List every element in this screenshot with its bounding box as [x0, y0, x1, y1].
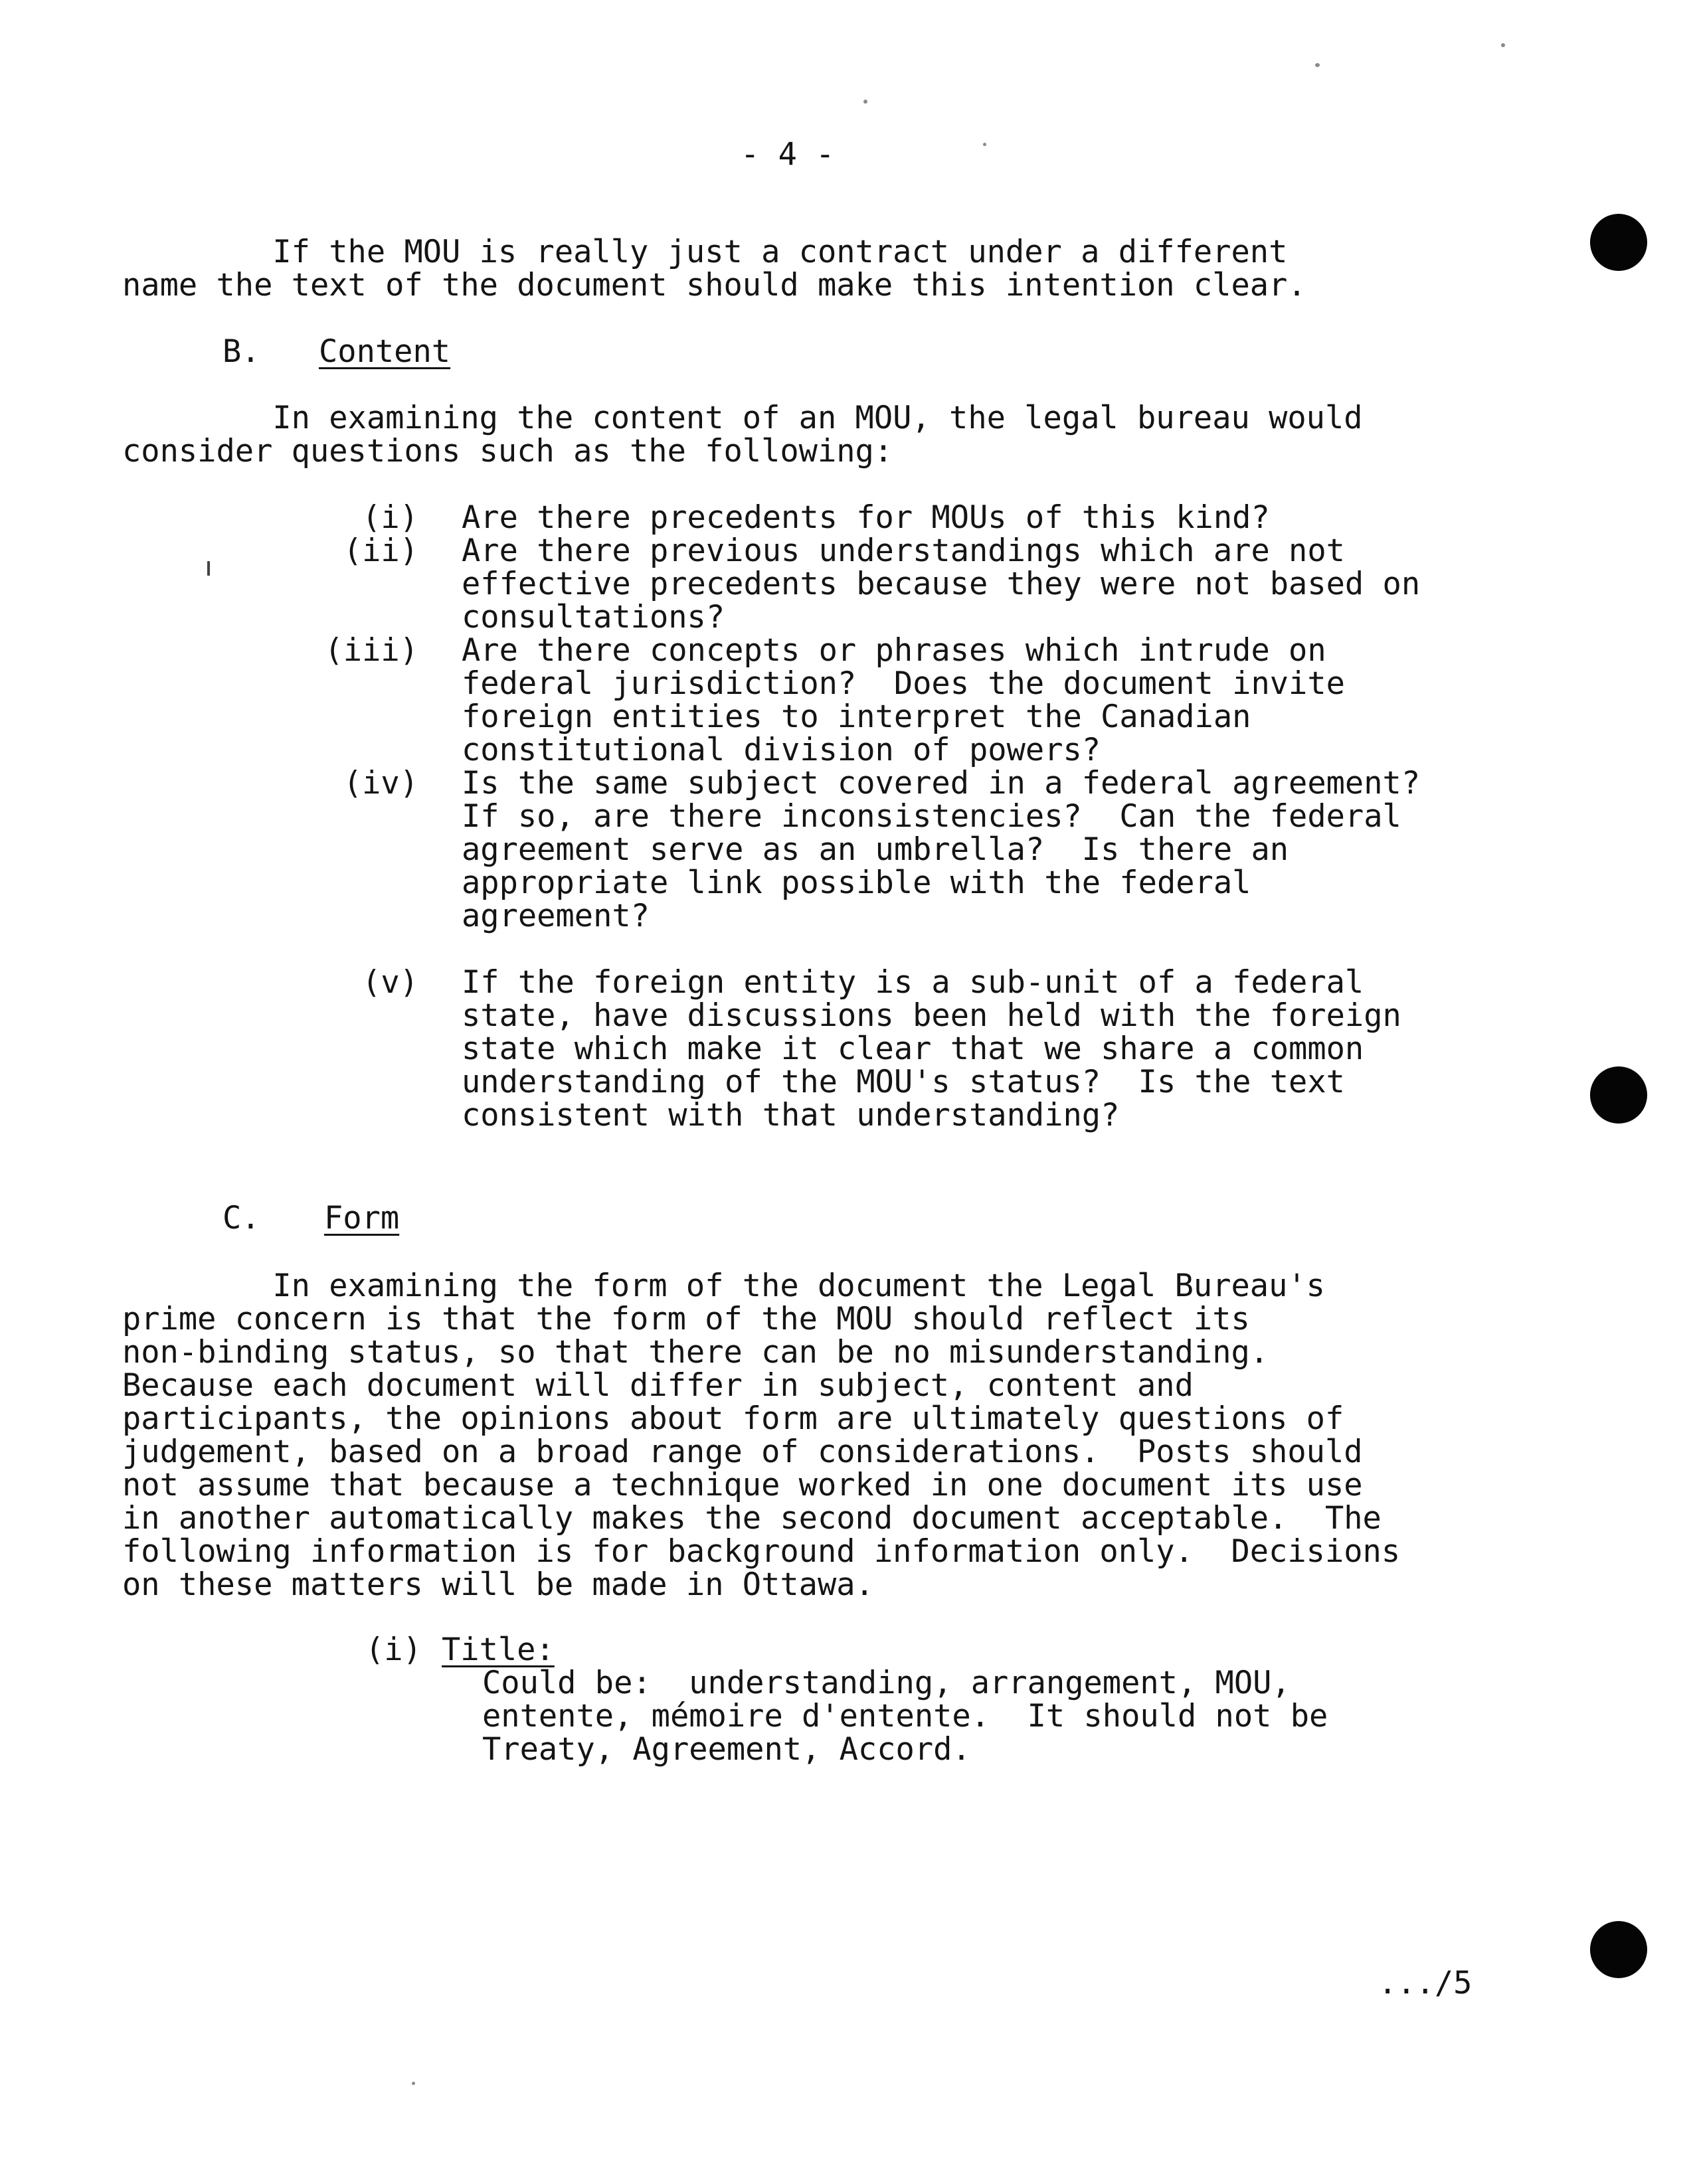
question-line: state which make it clear that we share a common	[462, 1031, 1364, 1067]
section-b-heading: Content	[319, 333, 451, 370]
scan-speck	[1315, 63, 1320, 67]
punch-hole-top	[1590, 214, 1647, 271]
question-text	[462, 535, 1420, 634]
punch-hole-middle	[1590, 1066, 1647, 1124]
question-line: understanding of the MOU's status? Is the text	[462, 1064, 1345, 1100]
section-c-letter: C.	[223, 1200, 260, 1236]
question-line: If the foreign entity is a sub-unit of a federal	[462, 964, 1364, 1001]
question-text	[462, 966, 1401, 1132]
question-line: constitutional division of powers?	[462, 732, 1101, 768]
title-item-line: Treaty, Agreement, Accord.	[482, 1731, 971, 1768]
question-line: Are there previous understandings which are not	[462, 533, 1345, 569]
question-number: (v)	[362, 964, 418, 1001]
section-b-letter: B.	[223, 333, 260, 370]
paragraph-line: on these matters will be made in Ottawa.	[122, 1566, 874, 1603]
paragraph-line: not assume that because a technique worked in one document its use	[122, 1467, 1363, 1503]
title-item-text	[482, 1667, 1328, 1766]
question-number: (ii)	[343, 533, 418, 569]
question-text	[462, 501, 1270, 535]
scan-speck	[983, 143, 986, 146]
section-b-paragraph	[122, 402, 1363, 468]
title-item-label: Title:	[442, 1632, 555, 1668]
paragraph-line: consider questions such as the following:	[122, 433, 893, 469]
question-line: agreement?	[462, 898, 650, 934]
scan-speck	[412, 2082, 415, 2085]
question-line: federal jurisdiction? Does the document invite	[462, 665, 1345, 702]
question-number: (i)	[362, 499, 418, 536]
question-number: (iii)	[324, 632, 418, 669]
paragraph-line: In examining the content of an MOU, the legal bureau would	[122, 400, 1363, 436]
paragraph-line: prime concern is that the form of the MOU should reflect its	[122, 1301, 1250, 1337]
paragraph-line: in another automatically makes the second document acceptable. The	[122, 1500, 1382, 1537]
paragraph-line: participants, the opinions about form are ultimately questions of	[122, 1400, 1344, 1437]
question-line: foreign entities to interpret the Canadian	[462, 699, 1251, 735]
question-line: appropriate link possible with the federal	[462, 865, 1251, 901]
intro-paragraph	[122, 236, 1306, 302]
title-item-number: (i)	[365, 1632, 422, 1668]
scan-speck	[207, 561, 210, 576]
paragraph-line: judgement, based on a broad range of considerations. Posts should	[122, 1434, 1363, 1470]
scan-speck	[863, 100, 867, 104]
question-line: effective precedents because they were not based on	[462, 566, 1421, 602]
section-c-heading: Form	[324, 1200, 400, 1236]
question-line: Are there precedents for MOUs of this kind?	[462, 499, 1270, 536]
paragraph-line: following information is for background information only. Decisions	[122, 1533, 1401, 1570]
question-number: (iv)	[343, 765, 418, 801]
title-item-line: Could be: understanding, arrangement, MOU,	[482, 1665, 1291, 1701]
question-text	[462, 767, 1420, 933]
question-line: consistent with that understanding?	[462, 1097, 1120, 1134]
continuation-marker: .../5	[1378, 1965, 1473, 2001]
title-item-line: entente, mémoire d'entente. It should not be	[482, 1698, 1328, 1734]
question-line: Is the same subject covered in a federal agreement?	[462, 765, 1421, 801]
question-line: consultations?	[462, 599, 725, 635]
paragraph-line: In examining the form of the document the Legal Bureau's	[122, 1268, 1325, 1304]
punch-hole-bottom	[1590, 1921, 1647, 1978]
page-number: - 4 -	[741, 136, 835, 173]
section-c-paragraph	[122, 1270, 1400, 1602]
question-text	[462, 634, 1345, 767]
paragraph-line: name the text of the document should make this intention clear.	[122, 267, 1306, 303]
paragraph-line: Because each document will differ in subject, content and	[122, 1367, 1194, 1404]
question-line: If so, are there inconsistencies? Can the federal	[462, 798, 1401, 835]
scan-speck	[1501, 43, 1505, 47]
question-line: agreement serve as an umbrella? Is there an	[462, 831, 1289, 868]
paragraph-line: non-binding status, so that there can be no misunderstanding.	[122, 1334, 1269, 1371]
question-line: state, have discussions been held with the foreign	[462, 997, 1401, 1034]
paragraph-line: If the MOU is really just a contract under a different	[122, 234, 1288, 270]
question-line: Are there concepts or phrases which intrude on	[462, 632, 1326, 669]
